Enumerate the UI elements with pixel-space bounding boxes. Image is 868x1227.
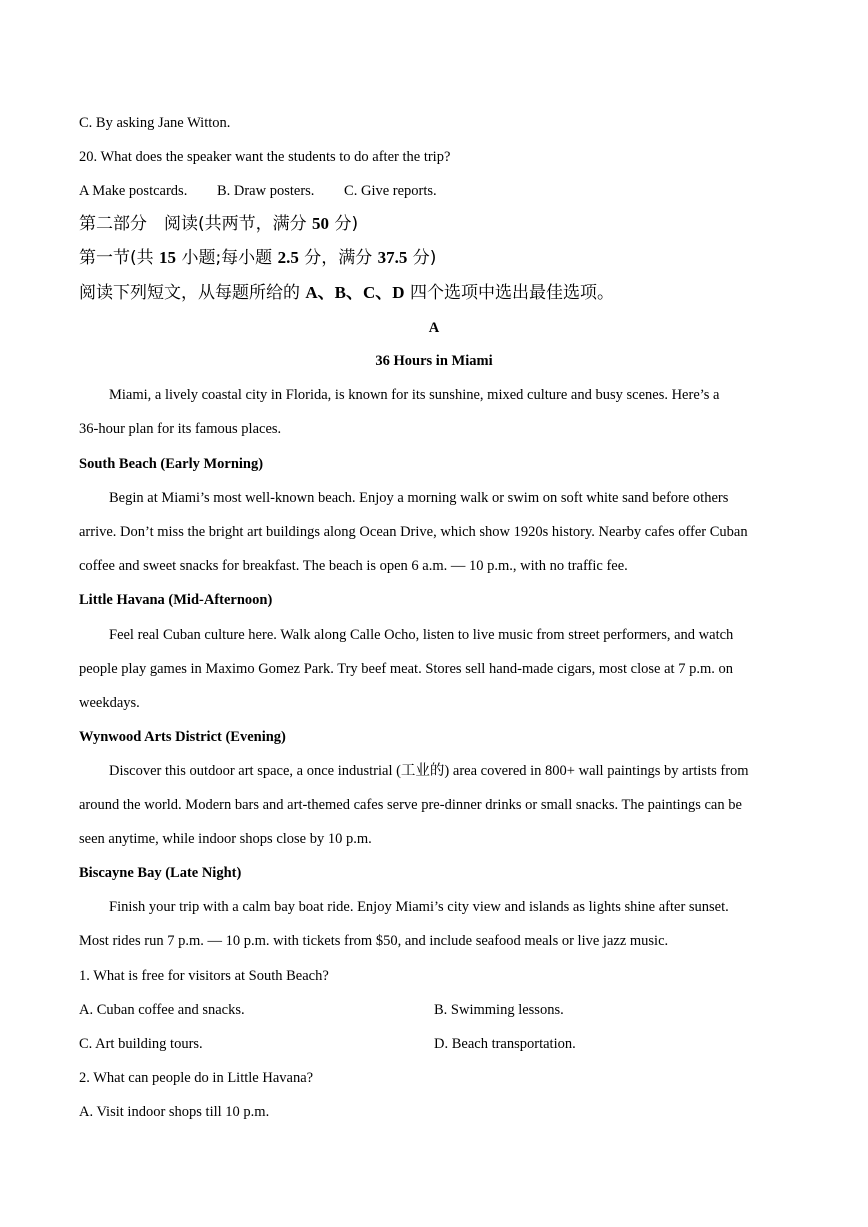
- section-heading: Wynwood Arts District (Evening): [79, 729, 286, 745]
- q20-option-c: C. Give reports.: [344, 183, 437, 199]
- passage-title: 36 Hours in Miami: [375, 353, 493, 369]
- paragraph-line: people play games in Maximo Gomez Park. Try beef meat. Stores sell hand-made cigars, most close at 7 p.m. on: [79, 661, 733, 677]
- paragraph-line: Most rides run 7 p.m. — 10 p.m. with tickets from $50, and include seafood meals or live jazz music.: [79, 933, 669, 949]
- paragraph-line: coffee and sweet snacks for breakfast. The beach is open 6 a.m. — 10 p.m., with no traffic fee.: [79, 558, 628, 574]
- passage-label: A: [428, 320, 440, 336]
- q1-option-c: C. Art building tours.: [79, 1036, 203, 1052]
- q1-option-a: A. Cuban coffee and snacks.: [79, 1002, 245, 1018]
- instructions: 阅读下列短文，从每题所给的 A、B、C、D 四个选项中选出最佳选项。: [79, 283, 614, 303]
- paragraph-line: Feel real Cuban culture here. Walk along Calle Ocho, listen to live music from street performers, and watch: [109, 627, 734, 643]
- question-stem: 1. What is free for visitors at South Beach?: [79, 968, 329, 984]
- paragraph-line: arrive. Don’t miss the bright art buildings along Ocean Drive, which show 1920s history. Nearby cafes offer Cuban: [79, 524, 748, 540]
- q20-stem: 20. What does the speaker want the students to do after the trip?: [79, 149, 451, 165]
- section-one-heading: 第一节(共 15 小题;每小题 2.5 分，满分 37.5 分): [79, 248, 437, 268]
- section-heading: South Beach (Early Morning): [79, 456, 264, 472]
- paragraph-line: Finish your trip with a calm bay boat ride. Enjoy Miami’s city view and islands as lights shine after sunset.: [109, 899, 729, 915]
- paragraph-line: Begin at Miami’s most well-known beach. Enjoy a morning walk or swim on soft white sand before others: [109, 490, 729, 506]
- q2-option-a: A. Visit indoor shops till 10 p.m.: [79, 1104, 270, 1120]
- part-two-heading: 第二部分 阅读(共两节，满分 50 分): [79, 214, 359, 234]
- section-heading: Biscayne Bay (Late Night): [79, 865, 242, 881]
- intro-line: 36-hour plan for its famous places.: [79, 421, 282, 437]
- section-heading: Little Havana (Mid-Afternoon): [79, 592, 273, 608]
- paragraph-line: around the world. Modern bars and art-themed cafes serve pre-dinner drinks or small snacks. The paintings can be: [79, 797, 742, 813]
- q20-option-a: A Make postcards.: [79, 183, 188, 199]
- intro-line: Miami, a lively coastal city in Florida, is known for its sunshine, mixed culture and busy scenes. Here’s a: [109, 387, 720, 403]
- q20-option-b: B. Draw posters.: [216, 183, 315, 199]
- q1-option-d: D. Beach transportation.: [434, 1036, 576, 1052]
- paragraph-line: seen anytime, while indoor shops close by 10 p.m.: [79, 831, 372, 847]
- paragraph-line: weekdays.: [79, 695, 140, 711]
- q19-option-c: C. By asking Jane Witton.: [79, 115, 231, 131]
- question-stem: 2. What can people do in Little Havana?: [79, 1070, 314, 1086]
- q20-options: [79, 181, 812, 201]
- paragraph-line: Discover this outdoor art space, a once industrial (工业的) area covered in 800+ wall paintings by artists from: [109, 763, 749, 779]
- q1-option-b: B. Swimming lessons.: [434, 1002, 564, 1018]
